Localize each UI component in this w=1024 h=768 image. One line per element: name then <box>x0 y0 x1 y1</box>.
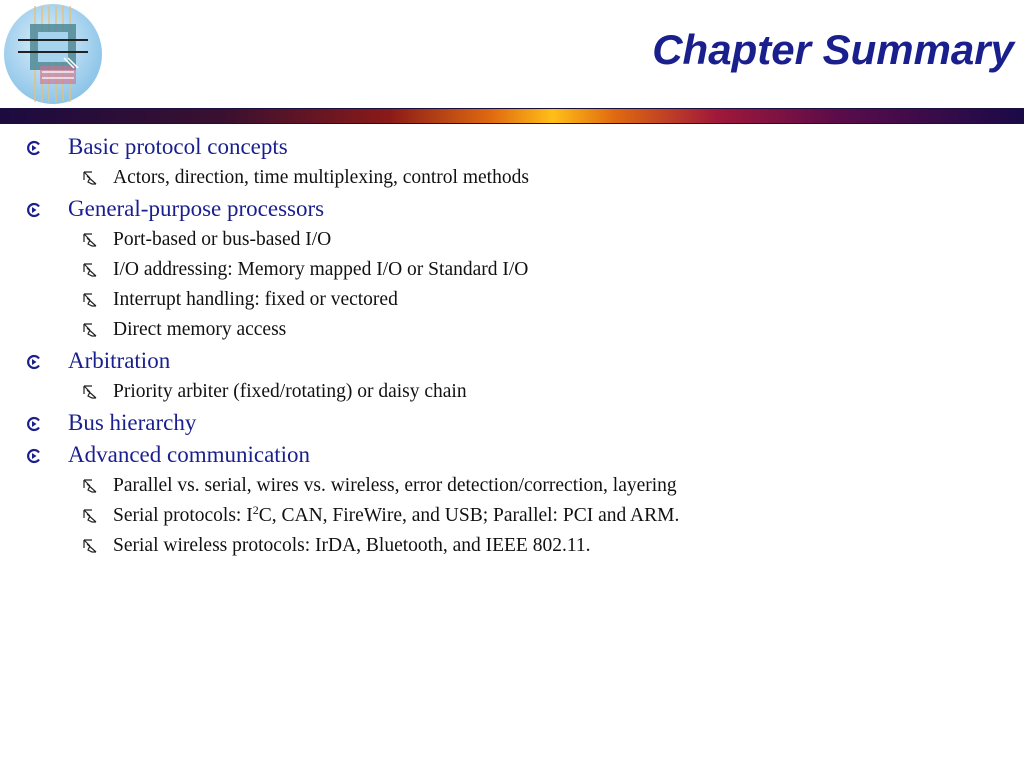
bullet-text: Bus hierarchy <box>68 410 197 435</box>
hand-pointer-bullet-icon <box>81 508 99 524</box>
superscript-two: 2 <box>252 503 259 517</box>
sub-bullet <box>0 225 1024 255</box>
chip-logo-icon <box>2 2 104 106</box>
bullet-text: Advanced communication <box>68 442 311 467</box>
slide-title: Chapter Summary <box>652 26 1014 73</box>
sub-bullet <box>0 255 1024 285</box>
sub-bullet <box>0 531 1024 561</box>
hand-pointer-bullet-icon <box>81 384 99 400</box>
arrow-circle-bullet-icon <box>26 354 42 370</box>
sub-bullet-text: I/O addressing: Memory mapped I/O or Standard I/O <box>113 259 529 280</box>
sub-bullet-text-prefix: Serial protocols: I <box>113 505 253 526</box>
bullet-text: General-purpose processors <box>68 196 325 221</box>
sub-bullet <box>0 163 1024 193</box>
sub-bullet-text-suffix: C, CAN, FireWire, and USB; Parallel: PCI and ARM. <box>258 505 680 526</box>
bullet-advanced-communication <box>0 439 1024 471</box>
hand-pointer-bullet-icon <box>81 262 99 278</box>
bullet-arbitration <box>0 345 1024 377</box>
hand-pointer-bullet-icon <box>81 478 99 494</box>
hand-pointer-bullet-icon <box>81 232 99 248</box>
hand-pointer-bullet-icon <box>81 322 99 338</box>
arrow-circle-bullet-icon <box>26 448 42 464</box>
sub-bullet-text: Interrupt handling: fixed or vectored <box>113 289 398 310</box>
sub-bullet-text: Priority arbiter (fixed/rotating) or daisy chain <box>113 381 467 402</box>
sub-bullet <box>0 285 1024 315</box>
hand-pointer-bullet-icon <box>81 538 99 554</box>
sub-bullet-text: Port-based or bus-based I/O <box>113 229 332 250</box>
arrow-circle-bullet-icon <box>26 202 42 218</box>
bullet-general-purpose-processors <box>0 193 1024 225</box>
bullet-bus-hierarchy <box>0 407 1024 439</box>
header-divider-band <box>0 108 1024 124</box>
arrow-circle-bullet-icon <box>26 416 42 432</box>
hand-pointer-bullet-icon <box>81 292 99 308</box>
bullet-text: Basic protocol concepts <box>68 134 288 159</box>
sub-bullet <box>0 315 1024 345</box>
bullet-text: Arbitration <box>68 348 171 373</box>
sub-bullet-text: Direct memory access <box>113 319 287 340</box>
arrow-circle-bullet-icon <box>26 140 42 156</box>
hand-pointer-bullet-icon <box>81 170 99 186</box>
sub-bullet <box>0 501 1024 531</box>
sub-bullet-text: Serial wireless protocols: IrDA, Bluetooth, and IEEE 802.11. <box>113 535 591 556</box>
bullet-list <box>0 131 1024 561</box>
bullet-basic-protocol-concepts <box>0 131 1024 163</box>
sub-bullet-text: Actors, direction, time multiplexing, control methods <box>113 167 529 188</box>
sub-bullet <box>0 471 1024 501</box>
sub-bullet <box>0 377 1024 407</box>
sub-bullet-text: Parallel vs. serial, wires vs. wireless, error detection/correction, layering <box>113 475 677 496</box>
